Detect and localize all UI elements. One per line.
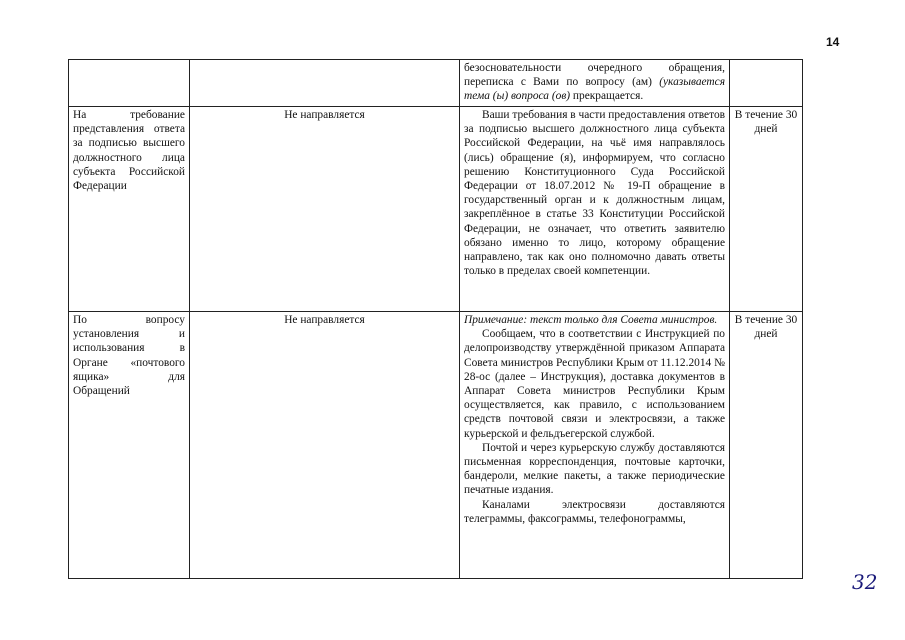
topic-cell bbox=[69, 60, 190, 107]
response-table bbox=[68, 59, 803, 579]
response-text: безосновательности очередного обращения, переписка с Вами по вопросу (ам) bbox=[464, 62, 725, 89]
response-text-cell bbox=[460, 60, 730, 107]
deadline-cell bbox=[730, 60, 803, 107]
deadline-cell: В течение 30 дней bbox=[730, 312, 803, 579]
response-note: Примечание: текст только для Совета министров. bbox=[464, 314, 718, 326]
direction-cell bbox=[190, 60, 460, 107]
response-text-end: прекращается. bbox=[570, 90, 644, 103]
handwritten-page-mark: 32 bbox=[852, 570, 878, 594]
response-italic-text: (указывается тема (ы) вопроса (ов) bbox=[464, 76, 725, 103]
direction-cell: Не направляется bbox=[190, 107, 460, 312]
response-paragraph bbox=[464, 61, 725, 104]
deadline-cell: В течение 30 дней bbox=[730, 107, 803, 312]
topic-cell: По вопросу установления и использования в Органе «почтового ящика» для Обращений bbox=[69, 312, 190, 579]
response-paragraph: Ваши требования в части предоставления ответов за подписью высшего должностного лица субъекта Российской Федерации, на чьё имя направлялось (лись) обращение (я), информируем, что согласно решению Конституционного Суда Российской Федерации от 18.07.2012 № 19-П обращение в государственный орган и к должностным лицам, закреплённое в статье 33 Конституции Российской Федерации, не означает, что ответить заявителю обязано именно то лицо, которому обращение направлено, так как оно полномочно давать ответы только в пределах своей компетенции. bbox=[464, 109, 726, 278]
page-number: 14 bbox=[826, 35, 840, 49]
table-row bbox=[69, 60, 803, 107]
response-text-cell bbox=[460, 107, 730, 312]
topic-cell: На требование представления ответа за подписью высшего должностного лица субъекта Российской Федерации bbox=[69, 107, 190, 312]
table-row bbox=[69, 312, 803, 579]
response-paragraph: Каналами электросвязи доставляются телеграммы, факсограммы, телефонограммы, bbox=[464, 498, 725, 525]
response-paragraph: Почтой и через курьерскую службу доставляются письменная корреспонденция, почтовые карточки, бандероли, мелкие пакеты, а также периодические печатные издания. bbox=[464, 441, 725, 497]
response-text-cell bbox=[460, 312, 730, 579]
response-paragraph: Сообщаем, что в соответствии с Инструкцией по делопроизводству утверждённой приказом Аппарата Совета министров Республики Крым от 11.12.2014 № 28-ос (далее – Инструкция), доставка документов в Аппарат Совета министров Республики Крым осуществляется, как правило, с использованием средств почтовой связи и электросвязи, а также курьерской и фельдъегерской службой. bbox=[464, 328, 725, 440]
direction-cell: Не направляется bbox=[190, 312, 460, 579]
table-row bbox=[69, 107, 803, 312]
